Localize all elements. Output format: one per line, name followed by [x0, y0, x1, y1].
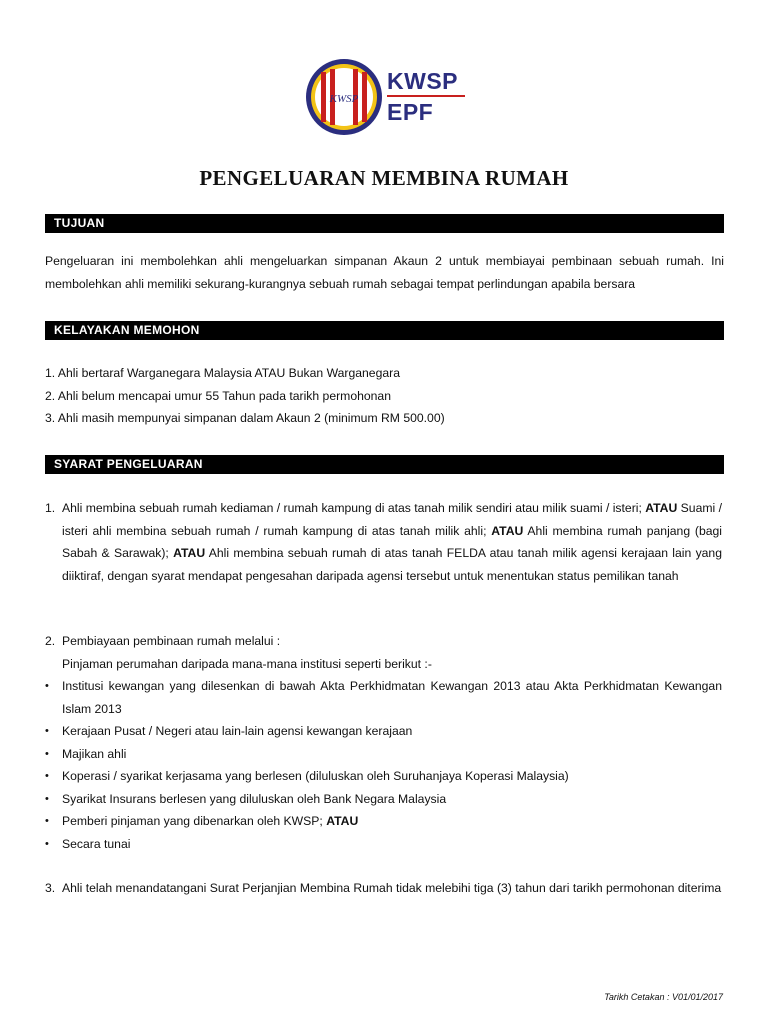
bullet-icon: •: [45, 725, 49, 737]
section-header-syarat: SYARAT PENGELUARAN: [45, 455, 724, 474]
bullet-icon: •: [45, 680, 49, 692]
print-date-value: V01/01/2017: [671, 992, 723, 1002]
syarat-item-2: [45, 630, 724, 855]
section-header-kelayakan: KELAYAKAN MEMOHON: [45, 321, 724, 340]
list-item: • Syarikat Insurans berlesen yang diluluskan oleh Bank Negara Malaysia: [45, 788, 724, 811]
kwsp-emblem-icon: [305, 58, 383, 136]
bullet-icon: •: [45, 792, 49, 805]
syarat-item-1-text: Ahli membina sebuah rumah kediaman / rumah kampung di atas tanah milik sendiri atau milik suami / isteri; ATAU Suami / isteri ahli membina sebuah rumah / rumah kampung di atas tanah milik ahli; ATAU Ahli membina rumah panjang (bagi Sabah & Sarawak); ATAU Ahli membina sebuah rumah di atas tanah FELDA atau tanah milik agensi kerajaan lain yang diiktiraf, dengan syarat mendapat pengesahan daripada agensi tersebut untuk menentukan status pemilikan tanah: [62, 501, 722, 583]
list-item: • Majikan ahli: [45, 743, 724, 766]
kelayakan-item: 1. Ahli bertaraf Warganegara Malaysia ATAU Bukan Warganegara: [45, 366, 400, 380]
bullet-icon: •: [45, 837, 49, 850]
kwsp-logo: [305, 58, 465, 138]
bullet-icon: •: [45, 770, 49, 782]
syarat-item-3: [45, 877, 724, 900]
section-header-tujuan: TUJUAN: [45, 214, 724, 233]
list-item: • Institusi kewangan yang dilesenkan di bawah Akta Perkhidmatan Kewangan 2013 atau Akta Perkhidmatan Kewangan Islam 2013: [45, 675, 724, 720]
logo-wordmark: [387, 68, 467, 125]
list-item: • Koperasi / syarikat kerjasama yang berlesen (diluluskan oleh Suruhanjaya Koperasi Malaysia): [45, 765, 724, 788]
logo-divider: [387, 95, 465, 97]
kelayakan-list: [45, 362, 724, 430]
kelayakan-item: 2. Ahli belum mencapai umur 55 Tahun pada tarikh permohonan: [45, 388, 391, 403]
print-date: [604, 992, 723, 1002]
emblem-text: KWSP: [329, 93, 359, 105]
page-title: PENGELUARAN MEMBINA RUMAH: [199, 166, 569, 190]
bullet-icon: •: [45, 747, 49, 760]
list-item: • Pemberi pinjaman yang dibenarkan oleh KWSP; ATAU: [45, 810, 724, 833]
kelayakan-item: 3. Ahli masih mempunyai simpanan dalam Akaun 2 (minimum RM 500.00): [45, 411, 445, 425]
print-date-label: Tarikh Cetakan :: [604, 992, 672, 1002]
logo-epf-text: EPF: [387, 99, 434, 125]
syarat-item-2-sub: Pinjaman perumahan daripada mana-mana institusi seperti berikut :-: [62, 656, 432, 671]
bullet-icon: •: [45, 815, 49, 827]
list-item: • Secara tunai: [45, 833, 724, 856]
item-number: 2.: [45, 634, 56, 648]
syarat-item-3-text: Ahli telah menandatangani Surat Perjanjian Membina Rumah tidak melebihi tiga (3) tahun dari tarikh permohonan diterima: [62, 881, 722, 895]
item-number: 3.: [45, 881, 56, 895]
financing-bullet-list: [45, 675, 724, 855]
syarat-item-1: [45, 497, 724, 587]
list-item: • Kerajaan Pusat / Negeri atau lain-lain agensi kewangan kerajaan: [45, 720, 724, 743]
tujuan-body: Pengeluaran ini membolehkan ahli mengeluarkan simpanan Akaun 2 untuk membiayai pembinaan sebuah rumah. Ini membolehkan ahli memiliki sekurang-kurangnya sebuah rumah sebagai tempat perlindungan apabila bersara: [45, 254, 724, 291]
syarat-item-2-text: Pembiayaan pembinaan rumah melalui :: [62, 634, 281, 648]
logo-kwsp-text: KWSP: [387, 68, 458, 94]
item-number: 1.: [45, 501, 56, 515]
